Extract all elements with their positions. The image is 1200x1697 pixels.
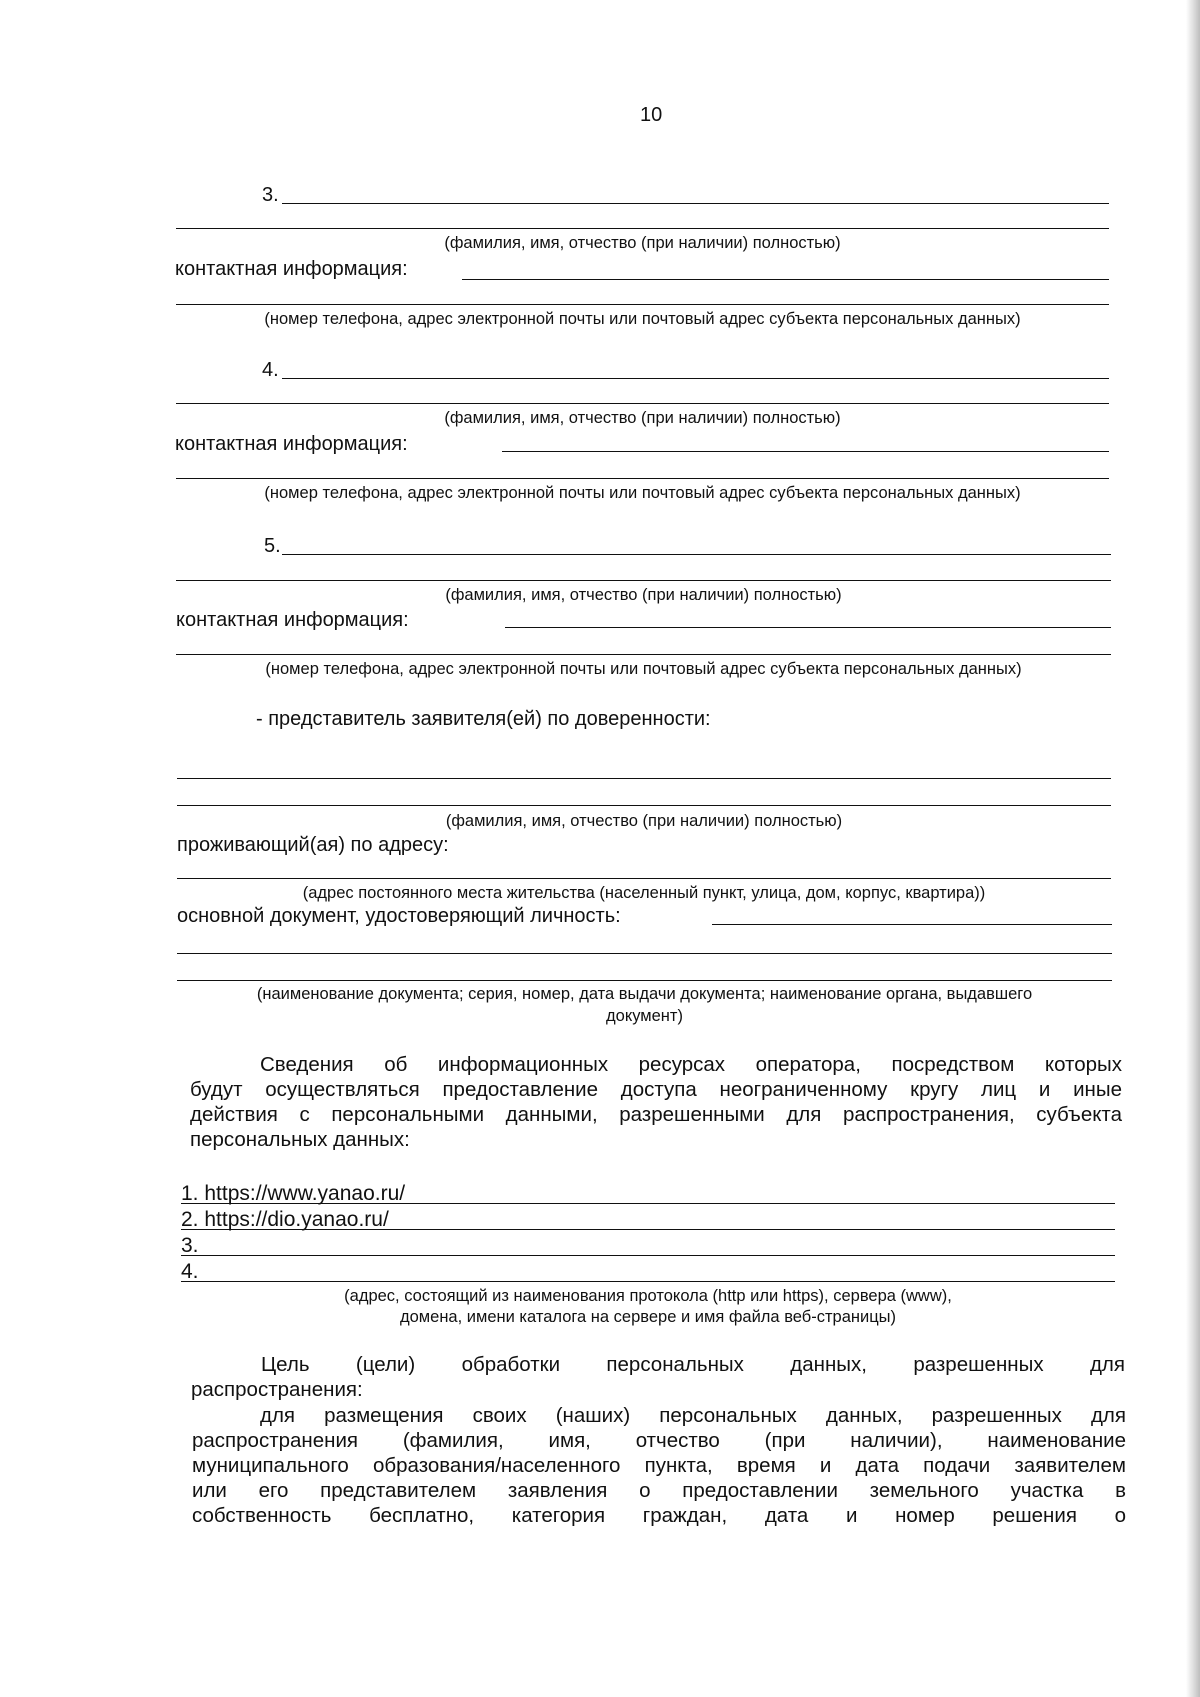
scan-edge-shadow [1186, 0, 1200, 1697]
document-caption-continued: документ) [606, 1007, 683, 1025]
paragraph-line: персональных данных: [190, 1128, 410, 1151]
paragraph-line: будут осуществляться предоставление доступа неограниченному кругу лиц и иные [190, 1078, 1122, 1101]
paragraph-line: собственность бесплатно, категория граждан, дата и номер решения о [192, 1504, 1126, 1527]
fio-input-line-2[interactable] [176, 403, 1109, 404]
paragraph-line: для размещения своих (наших) персональных данных, разрешенных для [260, 1404, 1126, 1427]
entry-number: 5. [264, 535, 281, 557]
fio-caption: (фамилия, имя, отчество (при наличии) полностью) [444, 409, 841, 427]
paragraph-line: распространения: [191, 1378, 363, 1401]
contact-input-line[interactable] [462, 279, 1109, 280]
representative-fio-line[interactable] [177, 778, 1111, 779]
entry-number: 4. [262, 359, 279, 381]
contact-input-line-2[interactable] [176, 654, 1111, 655]
contact-caption: (номер телефона, адрес электронной почты или почтовый адрес субъекта персональных данных) [265, 660, 1022, 678]
resources-caption: (адрес, состоящий из наименования протокола (http или https), сервера (www), [344, 1287, 952, 1305]
paragraph-line: муниципального образования/населенного пункта, время и дата подачи заявителем [192, 1454, 1126, 1477]
resource-item: 3. [181, 1234, 199, 1257]
fio-input-line-2[interactable] [176, 228, 1109, 229]
fio-input-line[interactable] [282, 378, 1109, 379]
document-caption: (наименование документа; серия, номер, дата выдачи документа; наименование органа, выдавшего [256, 985, 1033, 1003]
resource-item: 4. [181, 1260, 199, 1283]
document-input-line-3[interactable] [177, 980, 1112, 981]
paragraph-line: действия с персональными данными, разрешенными для распространения, субъекта [190, 1103, 1122, 1126]
resources-caption-continued: домена, имени каталога на сервере и имя файла веб-страницы) [400, 1308, 896, 1326]
representative-fio-line-2[interactable] [177, 805, 1111, 806]
contact-input-line[interactable] [505, 627, 1111, 628]
contact-input-line-2[interactable] [176, 304, 1109, 305]
document-input-line[interactable] [712, 924, 1112, 925]
address-label: проживающий(ая) по адресу: [177, 834, 449, 856]
fio-caption: (фамилия, имя, отчество (при наличии) полностью) [445, 586, 842, 604]
contact-label: контактная информация: [176, 609, 409, 631]
address-input-line[interactable] [177, 878, 1111, 879]
paragraph-line: распространения (фамилия, имя, отчество (при наличии), наименование [192, 1429, 1126, 1452]
paragraph-line: Цель (цели) обработки персональных данных, разрешенных для [261, 1353, 1125, 1376]
contact-caption: (номер телефона, адрес электронной почты или почтовый адрес субъекта персональных данных) [264, 310, 1021, 328]
contact-input-line[interactable] [502, 451, 1109, 452]
purpose-text [192, 1403, 1126, 1528]
paragraph-line: или его представителем заявления о предоставлении земельного участка в [192, 1479, 1126, 1502]
entry-number: 3. [262, 184, 279, 206]
contact-label: контактная информация: [175, 258, 408, 280]
fio-input-line-2[interactable] [176, 580, 1111, 581]
address-caption: (адрес постоянного места жительства (населенный пункт, улица, дом, корпус, квартира)) [302, 884, 986, 902]
representative-fio-caption: (фамилия, имя, отчество (при наличии) полностью) [445, 812, 843, 830]
fio-input-line[interactable] [282, 554, 1111, 555]
purpose-paragraph [191, 1352, 1125, 1402]
fio-caption: (фамилия, имя, отчество (при наличии) полностью) [444, 234, 841, 252]
contact-label: контактная информация: [175, 433, 408, 455]
fio-input-line[interactable] [282, 203, 1109, 204]
paragraph-line: Сведения об информационных ресурсах оператора, посредством которых [260, 1053, 1122, 1076]
document-label: основной документ, удостоверяющий личность: [177, 905, 621, 927]
representative-heading: - представитель заявителя(ей) по доверенности: [256, 708, 711, 730]
resource-line[interactable] [181, 1203, 1115, 1204]
resource-item: 1. https://www.yanao.ru/ [181, 1182, 406, 1205]
resource-item: 2. https://dio.yanao.ru/ [181, 1208, 389, 1231]
resource-line[interactable] [181, 1281, 1115, 1282]
contact-caption: (номер телефона, адрес электронной почты или почтовый адрес субъекта персональных данных) [264, 484, 1021, 502]
contact-input-line-2[interactable] [176, 478, 1109, 479]
resources-paragraph [190, 1052, 1122, 1152]
page-number: 10 [640, 104, 663, 126]
resource-line[interactable] [181, 1229, 1115, 1230]
resource-line[interactable] [181, 1255, 1115, 1256]
document-input-line-2[interactable] [177, 953, 1112, 954]
